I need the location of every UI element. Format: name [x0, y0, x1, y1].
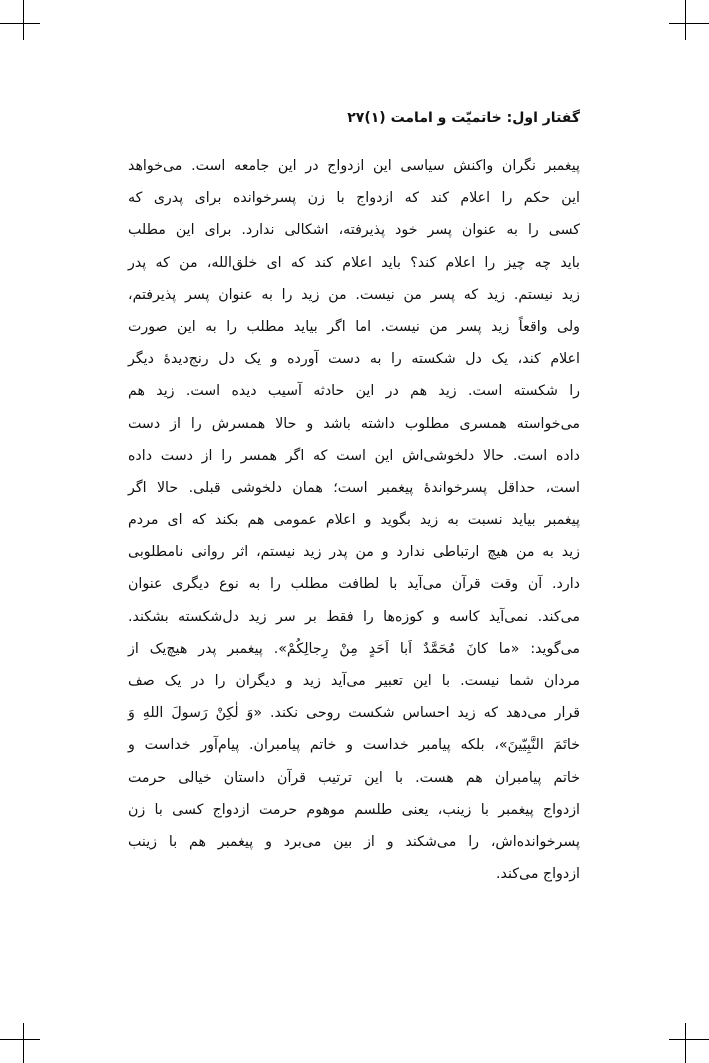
crop-mark-top-left-horizontal	[0, 23, 40, 24]
crop-mark-bottom-right-vertical	[685, 1023, 686, 1063]
text-line: پیغمبر نگران واکنش سیاسی این ازدواج در این جامعه است. می‌خواهد	[128, 158, 580, 174]
text-line: خاتَمَ النَّبِيّينَ»، بلکه پیامبر خداست و خاتم پیامبران. پیام‌آور خداست و	[128, 737, 580, 754]
text-line: مردان شما نیست. با این تعبیر می‌آید زید و دیگران را در یک صف	[128, 673, 580, 689]
text-line: قرار می‌دهد که زید احساس شکست روحی نکند. «وَ لٰكِنْ رَسولَ اللهِ وَ	[128, 705, 580, 722]
crop-mark-top-right-vertical	[685, 0, 686, 40]
crop-mark-bottom-right-horizontal	[669, 1039, 709, 1040]
text-line: است، حداقل پسرخواندهٔ پیغمبر است؛ همان دلخوشی قبلی. حالا اگر	[128, 479, 580, 496]
text-line: را شکسته است. زید هم در این حادثه آسیب دیده است. زید هم	[128, 383, 580, 400]
text-line: زید نیستم. زید که پسر من نیست. من زید را به عنوان پسر پذیرفتم،	[128, 286, 580, 303]
text-line: این حکم را اعلام کند که ازدواج با زن پسرخوانده برای پدری که	[128, 190, 580, 207]
text-line: ازدواج پیغمبر با زینب، یعنی طلسم موهوم حرمت ازدواج کسی با زن	[128, 801, 580, 818]
body-text	[128, 150, 580, 890]
text-line: داده است. حالا دلخوشی‌اش این است که اگر همسر را از دست داده	[128, 447, 580, 464]
text-line: می‌خواسته همسری مطلوب داشته باشد و حالا همسرش را از دست	[128, 415, 580, 432]
text-line: می‌گوید: «ما كانَ مُحَمَّدٌ اَبا اَحَدٍ مِنْ رِجالِكُمْ». پیغمبر پدر هیچ‌یک از	[128, 640, 580, 657]
text-line: باید چه چیز را اعلام کند؟ باید اعلام کند که ای خلق‌الله، من که پدر	[128, 254, 580, 271]
text-line-last: ازدواج می‌کند.	[496, 866, 580, 883]
text-line: پسرخوانده‌اش، را می‌شکند و از بین می‌برد و پیغمبر هم با زینب	[128, 833, 580, 850]
text-line: پیغمبر بیاید نسبت به زید بگوید و اعلام عمومی هم بکند که ای مردم	[128, 512, 580, 529]
text-line: زید به من هیچ ارتباطی ندارد و من پدر زید نیستم، اثر روانی نامطلوبی	[128, 544, 580, 561]
crop-mark-top-right-horizontal	[669, 23, 709, 24]
crop-mark-top-left-vertical	[23, 0, 24, 40]
text-line: می‌کند. نمی‌آید کاسه و کوزه‌ها را فقط بر سر زید دل‌شکسته بشکند.	[128, 608, 580, 625]
text-line: اعلام کند، یک دل شکسته را به دست آورده و یک دل رنج‌دیدهٔ دیگر	[128, 351, 580, 368]
text-line: خاتم پیامبران هم هست. با این ترتیب قرآن داستان خیالی حرمت	[128, 769, 580, 786]
crop-mark-bottom-left-horizontal	[0, 1039, 40, 1040]
running-head	[128, 110, 580, 126]
chapter-title: گفتار اول: خاتمیّت و امامت (۱)	[364, 110, 580, 126]
crop-mark-bottom-left-vertical	[23, 1023, 24, 1063]
text-line: دارد. آن وقت قرآن می‌آید با لطافت مطلب را به نوع دیگری عنوان	[128, 576, 580, 593]
page-number: ۲۷	[347, 110, 365, 126]
text-line: ولی واقعاً زید پسر من نیست. اما اگر بیاید مطلب را به این صورت	[128, 318, 580, 335]
text-line: کسی را به عنوان پسر خود پذیرفته، اشکالی ندارد. برای این مطلب	[128, 222, 580, 239]
